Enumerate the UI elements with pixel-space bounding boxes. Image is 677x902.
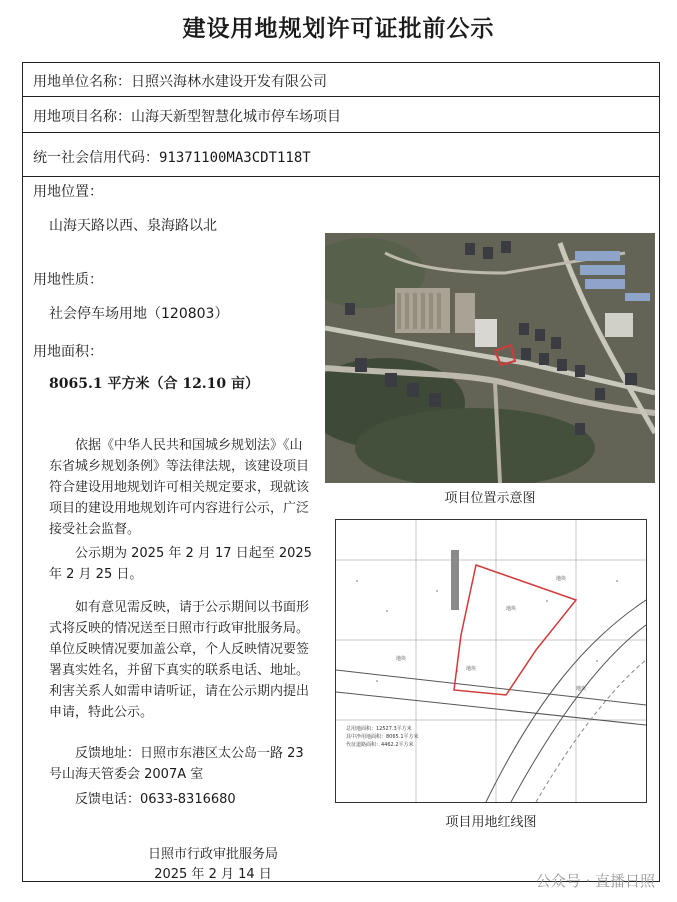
feedback-phone: 反馈电话：0633-8316680 [75,792,236,807]
issuer-name: 日照市行政审批服务局 [147,847,278,862]
objection-paragraph: 如有意见需反映，请于公示期间以书面形式将反映的情况送至日照市行政审批服务局。单位反映情况要加盖公章，个人反映情况要签署真实姓名，并留下真实的联系电话、地址。利害关系人如需申请听证，请在公示期内提出申请，特此公示。 [49,600,310,720]
credit-code: 统一社会信用代码：91371100MA3CDT118T [33,150,311,166]
redline-caption: 项目用地红线图 [445,815,537,830]
svg-text:总用地面积：12527.3平方米: 总用地面积：12527.3平方米 [346,726,412,732]
area-label: 用地面积： [33,344,103,360]
row-credit [23,133,659,177]
location-label: 用地位置： [33,184,103,200]
row-unit [23,63,659,97]
svg-text:地块: 地块 [576,686,587,692]
location-value: 山海天路以西、泉海路以北 [49,218,217,234]
aerial-caption: 项目位置示意图 [444,491,536,506]
svg-text:其中净用地面积：8065.1平方米: 其中净用地面积：8065.1平方米 [346,734,419,740]
project-name: 用地项目名称：山海天新型智慧化城市停车场项目 [33,109,341,125]
svg-text:地块: 地块 [466,666,477,672]
unit-name: 用地单位名称：日照兴海林水建设开发有限公司 [33,74,327,90]
svg-text:地块: 地块 [396,656,407,662]
basis-paragraph: 依据《中华人民共和国城乡规划法》《山东省城乡规划条例》等法律法规，该建设项目符合建设用地规划许可相关规定要求，现就该项目的建设用地规划许可内容进行公示，广泛接受社会监督。 [49,438,310,537]
aerial-map-image [325,233,655,483]
svg-text:代征道路面积：4462.2平方米: 代征道路面积：4462.2平方米 [346,742,414,748]
watermark-text: 公众号 · 直播日照 [535,872,655,890]
issue-date: 2025 年 2 月 14 日 [154,867,272,882]
svg-text:地块: 地块 [556,576,567,582]
row-project [23,97,659,133]
redline-plan-image [335,519,647,803]
notice-frame [22,62,660,882]
svg-text:地块: 地块 [506,606,517,612]
nature-value: 社会停车场用地（120803） [49,306,229,322]
feedback-address: 反馈地址：日照市东港区太公岛一路 23 号山海天管委会 2007A 室 [49,746,304,782]
nature-label: 用地性质： [33,272,103,288]
page-title: 建设用地规划许可证批前公示 [182,16,495,42]
area-value: 8065.1 平方米（合 12.10 亩） [49,376,260,392]
period-paragraph: 公示期为 2025 年 2 月 17 日起至 2025 年 2 月 25 日。 [49,546,312,582]
